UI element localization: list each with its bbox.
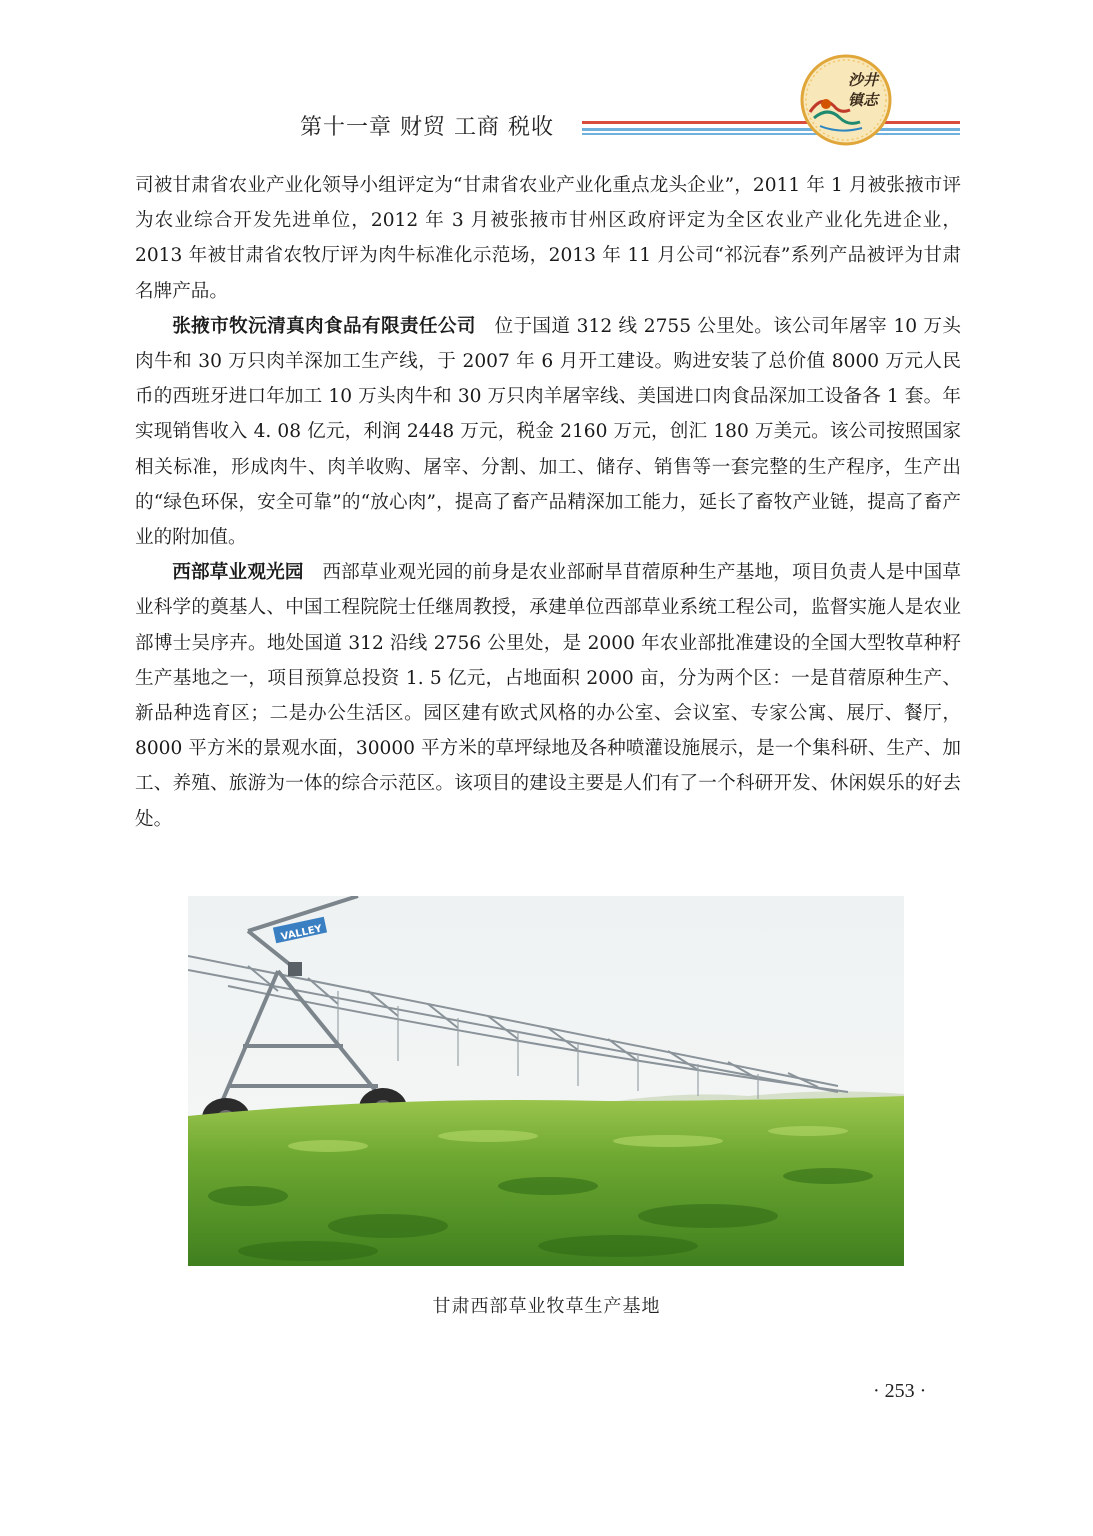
paragraph-2 bbox=[135, 309, 961, 555]
body-text bbox=[135, 168, 961, 837]
emblem-line-2: 镇志 bbox=[847, 91, 878, 109]
paragraph-2-body: 位于国道 312 线 2755 公里处。该公司年屠宰 10 万头肉牛和 30 万只肉羊深加工生产线，于 2007 年 6 月开工建设。购进安装了总价值 8000 万元人民币的西班牙进口年加工 10 万头肉牛和 30 万只肉羊屠宰线、美国进口肉食品深加工设备各 1 套。年实现销售收入 4. 08 亿元，利润 2448 万元，税金 2160 万元，创汇 180 万美元。该公司按照国家相关标准，形成肉牛、肉羊收购、屠宰、分割、加工、储存、销售等一套完整的生产程序，生产出的“绿色环保，安全可靠”的“放心肉”，提高了畜产品精深加工能力，延长了畜牧产业链，提高了畜产业的附加值。 bbox=[135, 315, 961, 549]
header-rule-red bbox=[582, 121, 960, 124]
paragraph-1: 司被甘肃省农业产业化领导小组评定为“甘肃省农业产业化重点龙头企业”，2011 年 1 月被张掖市评为农业综合开发先进单位，2012 年 3 月被张掖市甘州区政府评定为全区农业产业化先进企业，2013 年被甘肃省农牧厅评为肉牛标准化示范场，2013 年 11 月公司“祁沅春”系列产品被评为甘肃名牌产品。 bbox=[135, 175, 961, 302]
header-rule-blue-thin bbox=[582, 133, 960, 135]
irrigation-field-image bbox=[188, 896, 904, 1266]
machine-brand-label: VALLEY bbox=[280, 923, 324, 943]
paragraph-2-heading: 张掖市牧沅清真肉食品有限责任公司 bbox=[172, 315, 476, 337]
paragraph-3-heading: 西部草业观光园 bbox=[172, 562, 304, 584]
paragraph-3-body: 西部草业观光园的前身是农业部耐旱苜蓿原种生产基地，项目负责人是中国草业科学的奠基人、中国工程院院士任继周教授，承建单位西部草业系统工程公司，监督实施人是农业部博士吴序卉。地处国道 312 沿线 2756 公里处，是 2000 年农业部批准建设的全国大型牧草种籽生产基地之一，项目预算总投资 1. 5 亿元，占地面积 2000 亩，分为两个区：一是苜蓿原种生产、新品种选育区；二是办公生活区。园区建有欧式风格的办公室、会议室、专家公寓、展厅、餐厅，8000 平方米的景观水面，30000 平方米的草坪绿地及各种喷灌设施展示，是一个集科研、生产、加工、养殖、旅游为一体的综合示范区。该项目的建设主要是人们有了一个科研开发、休闲娱乐的好去处。 bbox=[135, 562, 961, 830]
figure-caption: 甘肃西部草业牧草生产基地 bbox=[432, 1296, 661, 1317]
emblem-line-1: 沙井 bbox=[847, 71, 878, 89]
chapter-title: 第十一章 财贸 工商 税收 bbox=[300, 115, 554, 140]
page-number: · 253 · bbox=[873, 1380, 927, 1402]
header-rule-blue bbox=[582, 128, 960, 131]
figure-photo bbox=[188, 896, 904, 1266]
paragraph-3 bbox=[135, 555, 961, 837]
emblem-title bbox=[826, 70, 878, 110]
